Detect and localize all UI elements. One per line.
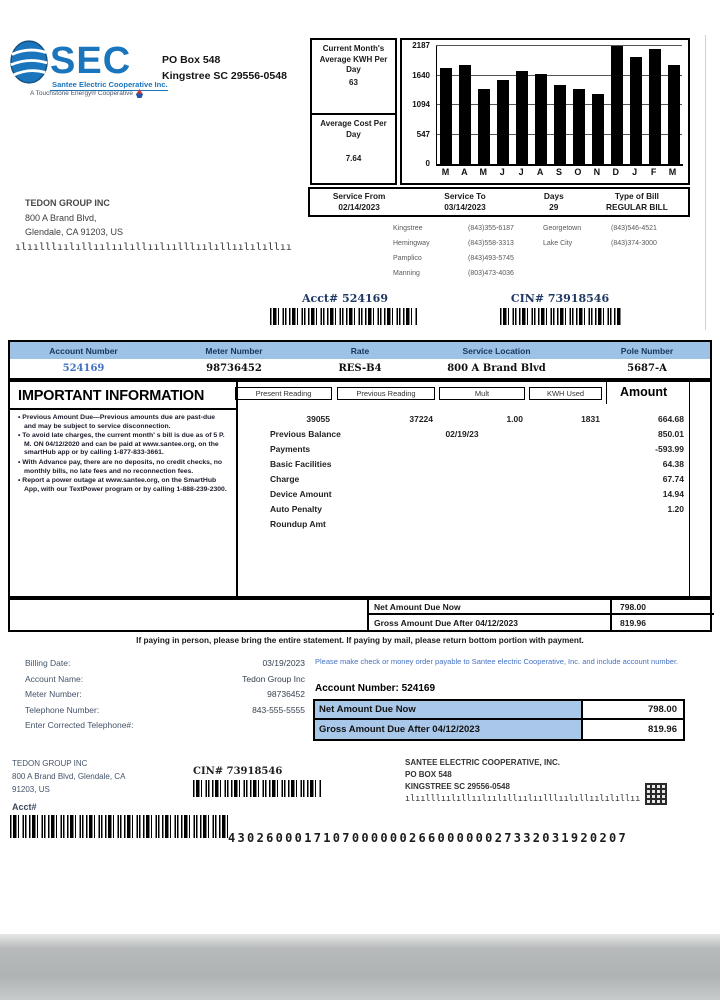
- avg-cost-value: 7.64: [345, 154, 362, 163]
- service-period-box: [308, 187, 690, 217]
- chart-yaxis: 0 547 1094 1640 2187: [412, 41, 430, 168]
- office-list-right: [543, 221, 657, 251]
- important-information-bullets: [10, 414, 236, 494]
- office-phone: (843)558-3313: [468, 240, 514, 247]
- charge-line-label: Charge: [270, 474, 300, 484]
- sec-globe-icon: [10, 40, 48, 89]
- chart-x-label: M: [668, 167, 677, 177]
- stub-customer-address2: 91203, US: [12, 785, 50, 794]
- net-amount-row: [315, 701, 683, 720]
- important-information-title: IMPORTANT INFORMATION: [18, 388, 205, 404]
- office-name: Kingstree: [393, 225, 423, 232]
- chart-x-label: J: [632, 167, 638, 177]
- check-payable-note: Please make check or money order payable to Santee electric Cooperative, Inc. and include account number.: [315, 657, 679, 666]
- service-from-value: 02/14/2023: [338, 202, 380, 212]
- charge-line-amount: 1.20: [667, 504, 684, 514]
- customer-address2: Glendale, CA 91203, US: [25, 227, 124, 237]
- office-name: Lake City: [543, 240, 573, 247]
- brand-name: Santee Electric Cooperative Inc.: [52, 80, 168, 89]
- chart-x-label: S: [555, 167, 562, 177]
- service-to: [408, 189, 521, 215]
- customer-name: TEDON GROUP INC: [25, 198, 110, 208]
- touchstone-flame-icon: [136, 89, 143, 98]
- chart-bar: [516, 71, 528, 165]
- customer-address-block: [25, 196, 123, 240]
- charge-line-amount: 14.94: [662, 489, 684, 499]
- company-city: KINGSTREE SC 29556-0548: [405, 782, 510, 791]
- col-meter-number: Meter Number: [205, 345, 263, 356]
- chart-plot: [436, 46, 683, 166]
- account-table-values: [10, 359, 710, 378]
- service-to-value: 03/14/2023: [444, 202, 486, 212]
- avg-cost-cell: [312, 115, 395, 169]
- field-row: [25, 703, 305, 719]
- service-location-value: 800 A Brand Blvd: [447, 363, 546, 374]
- remit-address-line1: PO Box 548: [162, 54, 221, 66]
- col-pole-number: Pole Number: [620, 345, 674, 356]
- chart-bar: [630, 57, 642, 164]
- bill-type-value: REGULAR BILL: [606, 202, 668, 212]
- charge-line-amount: 64.38: [662, 459, 684, 469]
- charge-line-amount: 850.01: [658, 429, 684, 439]
- office-name: Pamplico: [393, 255, 422, 262]
- chart-bar: [478, 89, 490, 164]
- stub-customer-name: TEDON GROUP INC: [12, 759, 88, 768]
- usage-history-chart: [400, 38, 690, 185]
- chart-bar: [535, 74, 547, 164]
- office-row: [393, 221, 514, 236]
- present-reading-header: Present Reading: [235, 387, 332, 400]
- gross-amount-value: 819.96: [647, 724, 677, 735]
- office-phone: (843)374-3000: [611, 240, 657, 247]
- stub-cin-barcode: [193, 780, 321, 797]
- field-row: [25, 687, 305, 703]
- charge-line-amount: -593.99: [655, 444, 684, 454]
- remit-address-line2: Kingstree SC 29556-0548: [162, 70, 287, 82]
- stub-acct-label: Acct#: [12, 802, 37, 812]
- acct-barcode: [270, 308, 418, 325]
- stub-cin-block: [193, 766, 323, 797]
- field-value: Tedon Group Inc: [242, 673, 305, 684]
- avg-kwh-cell: [312, 40, 395, 115]
- mult-header: Mult: [439, 387, 525, 400]
- amount-due-table: [367, 600, 714, 630]
- mult-value: 1.00: [506, 414, 523, 424]
- net-amount-label: Net Amount Due Now: [315, 701, 583, 718]
- company-po-box: PO BOX 548: [405, 770, 452, 779]
- remittance-amount-table: [313, 699, 685, 741]
- ocr-scanline: 430260001710700000026600000027332031920207: [228, 831, 629, 845]
- company-name: SANTEE ELECTRIC COOPERATIVE, INC.: [405, 758, 560, 767]
- chart-bar: [459, 65, 471, 164]
- field-label: Telephone Number:: [25, 704, 100, 715]
- office-phone: (843)546-4521: [611, 225, 657, 232]
- chart-x-label: A: [536, 167, 544, 177]
- right-col-divider: [689, 382, 690, 596]
- amount-col-divider: [606, 382, 607, 404]
- info-bullet: • Report a power outage at www.santee.org, on the SmartHub App, with our TextPower program or by calling 1-888-239-2300.: [18, 477, 228, 494]
- field-value: 843-555-5555: [252, 704, 305, 715]
- info-bullet: • To avoid late charges, the current month' s bill is due as of 5 P. M. ON 04/12/2020 and can be paid at www.santee.org, on the smartHub app or by calling 1-877-833-3661.: [18, 432, 228, 458]
- cin-barcode: [500, 308, 622, 325]
- gross-amount-value: 819.96: [620, 617, 646, 628]
- stub-acct-barcode: [10, 815, 230, 838]
- net-amount-value: 798.00: [620, 601, 646, 612]
- gross-amount-row: [369, 615, 714, 630]
- postal-barcode: ılıılllıılıllıılıılıllıılıılllıılıllıılılıllıı: [15, 242, 292, 253]
- office-row: [393, 251, 514, 266]
- office-name: Hemingway: [393, 240, 430, 247]
- chart-x-label: J: [499, 167, 505, 177]
- customer-address1: 800 A Brand Blvd,: [25, 212, 97, 223]
- important-information-panel: [10, 382, 238, 596]
- service-days-value: 29: [549, 202, 559, 212]
- remittance-account-number: Account Number: 524169: [315, 683, 436, 694]
- account-table-header: [10, 342, 710, 359]
- acct-number-code: Acct# 524169: [302, 292, 388, 305]
- chart-bar: [440, 68, 452, 164]
- chart-bar: [573, 89, 585, 164]
- service-days-label: Days: [543, 191, 564, 201]
- stub-customer-address1: 800 A Brand Blvd, Glendale, CA: [12, 772, 126, 781]
- page-edge-line: [705, 35, 706, 330]
- chart-bar: [649, 49, 661, 164]
- chart-x-label: M: [479, 167, 488, 177]
- previous-reading-value: 37224: [409, 414, 433, 424]
- charge-line-label: Auto Penalty: [270, 504, 322, 514]
- chart-xlabels: [436, 167, 682, 177]
- pole-number-value: 5687-A: [627, 363, 667, 374]
- office-row: [393, 266, 514, 281]
- office-list-left: [393, 221, 514, 281]
- field-row: [25, 656, 305, 672]
- service-days: [522, 189, 586, 215]
- service-from-label: Service From: [332, 191, 386, 201]
- tagline-text: A Touchstone Energy® Cooperative: [30, 90, 133, 97]
- service-from: [310, 189, 408, 215]
- field-label: Meter Number:: [25, 689, 82, 699]
- chart-x-label: N: [593, 167, 601, 177]
- company-postal-barcode: ılıılllıılıllıılıılıllıılıılllıılıllıılılıllıı: [405, 794, 641, 804]
- field-label: Billing Date:: [25, 658, 71, 668]
- previous-reading-header: Previous Reading: [337, 387, 435, 400]
- office-name: Georgetown: [543, 225, 582, 232]
- col-account-number: Account Number: [49, 345, 118, 356]
- chart-x-label: O: [574, 167, 582, 177]
- col-service-location: Service Location: [462, 345, 531, 356]
- office-row: [543, 236, 657, 251]
- chart-x-label: F: [650, 167, 657, 177]
- present-reading-value: 39055: [306, 414, 330, 424]
- charge-line-label: Device Amount: [270, 489, 332, 499]
- chart-bar: [611, 46, 623, 164]
- net-amount-row: [369, 600, 714, 615]
- office-phone: (843)493-5745: [468, 255, 514, 262]
- service-to-label: Service To: [444, 191, 486, 201]
- gross-amount-label: Gross Amount Due After 04/12/2023: [369, 615, 612, 630]
- office-name: Manning: [393, 270, 420, 277]
- charge-line-label: Payments: [270, 444, 311, 454]
- amount-due-strip: [8, 598, 712, 632]
- field-row: [25, 718, 305, 734]
- field-value: 03/19/2023: [262, 658, 305, 668]
- amount-header: Amount: [620, 385, 668, 399]
- charge-line-label: Roundup Amt: [270, 519, 326, 529]
- charge-line-detail: 02/19/23: [445, 429, 479, 439]
- avg-kwh-label: Current Month's Average KWH Per Day: [319, 44, 388, 74]
- payment-instruction: If paying in person, please bring the entire statement. If paying by mail, please return bottom portion with payment.: [136, 636, 584, 645]
- bill-type-label: Type of Bill: [614, 191, 659, 201]
- avg-kwh-value: 63: [349, 77, 358, 87]
- chart-x-label: A: [461, 167, 468, 177]
- kwh-used-value: 1831: [581, 414, 600, 424]
- important-information-divider: [10, 408, 236, 410]
- chart-x-label: M: [441, 167, 450, 177]
- office-row: [543, 221, 657, 236]
- energy-amount-value: 664.68: [658, 414, 684, 424]
- gross-amount-row: [315, 720, 683, 739]
- account-info-table: [8, 340, 712, 380]
- remittance-fields: [25, 656, 305, 734]
- office-phone: (843)355-6187: [468, 225, 514, 232]
- field-row: [25, 672, 305, 688]
- stub-customer-address: [12, 757, 125, 796]
- charge-line-label: Previous Balance: [270, 429, 341, 439]
- gross-amount-label: Gross Amount Due After 04/12/2023: [315, 720, 583, 739]
- kwh-used-header: KWH Used: [529, 387, 602, 400]
- chart-bar: [497, 80, 509, 164]
- field-label: Enter Corrected Telephone#:: [25, 720, 134, 730]
- field-label: Account Name:: [25, 673, 84, 684]
- stub-cin-code: CIN# 73918546: [193, 766, 283, 777]
- brand-tagline: [30, 89, 143, 98]
- office-phone: (803)473-4036: [468, 270, 514, 277]
- avg-cost-label: Average Cost Per Day: [320, 119, 387, 139]
- chart-bar: [668, 65, 680, 164]
- usage-summary-box: [310, 38, 397, 185]
- bill-type: [586, 189, 688, 215]
- cin-number-code: CIN# 73918546: [510, 292, 610, 305]
- field-value: 98736452: [267, 689, 305, 699]
- charge-line-label: Basic Facilities: [270, 459, 332, 469]
- chart-x-label: D: [612, 167, 619, 177]
- chart-bar: [592, 94, 604, 164]
- brand-abbr: SEC: [50, 40, 132, 82]
- company-address-block: [405, 757, 640, 805]
- billing-detail-box: [8, 380, 712, 598]
- rate-value: RES-B4: [338, 363, 382, 374]
- account-number-value: 524169: [62, 363, 105, 374]
- charge-line-amount: 67.74: [662, 474, 684, 484]
- info-bullet: • Previous Amount Due—Previous amounts due are past-due and may be subject to service disconnection.: [18, 414, 228, 431]
- net-amount-value: 798.00: [647, 704, 677, 715]
- scan-shadow-band: [0, 934, 720, 1000]
- net-amount-label: Net Amount Due Now: [369, 600, 612, 613]
- datamatrix-code: [645, 783, 667, 805]
- info-bullet: • With Advance pay, there are no deposits, no credit checks, no monthly bills, no late fees and no reconnection fees.: [18, 459, 228, 476]
- chart-bar: [554, 85, 566, 164]
- meter-number-value: 98736452: [206, 363, 262, 374]
- office-row: [393, 236, 514, 251]
- col-rate: Rate: [350, 345, 370, 356]
- chart-x-label: J: [518, 167, 524, 177]
